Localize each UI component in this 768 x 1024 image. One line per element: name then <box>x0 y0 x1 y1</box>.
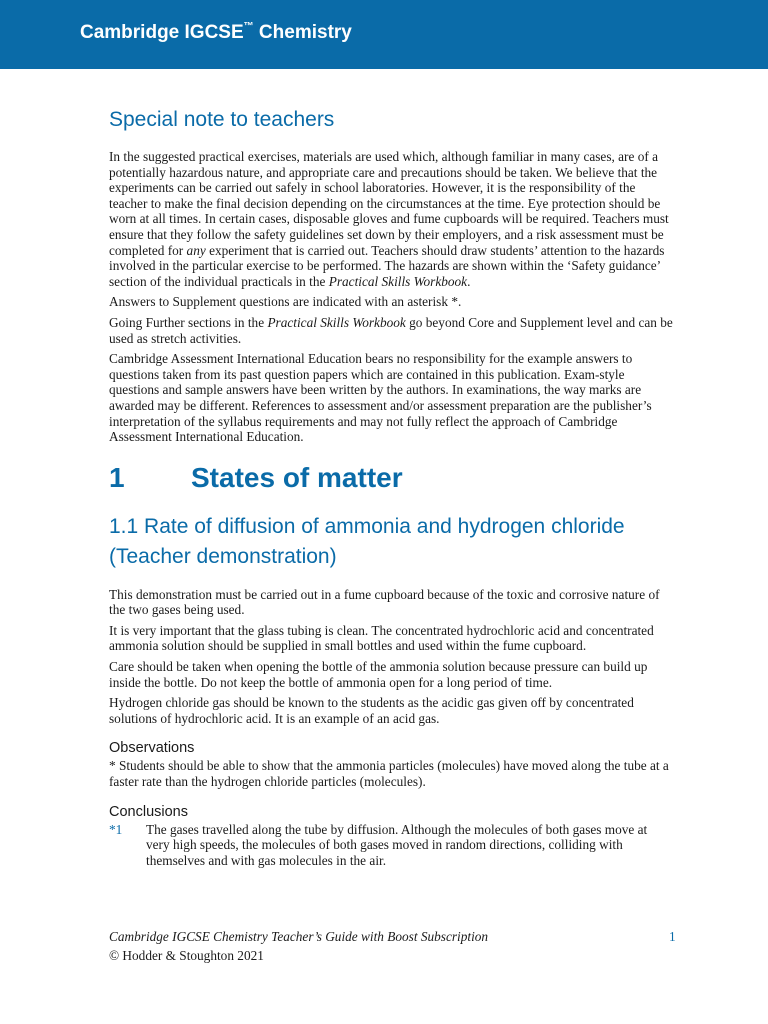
special-note-heading: Special note to teachers <box>109 108 335 131</box>
section-title: 1.1 Rate of diffusion of ammonia and hydrogen chloride (Teacher demonstration) <box>109 514 625 568</box>
section-paragraph-3: Care should be taken when opening the bottle of the ammonia solution because pressure can build up inside the bottle. Do not keep the bottle of ammonia open for a long period of time. <box>109 659 648 690</box>
section-paragraph-2: It is very important that the glass tubing is clean. The concentrated hydrochloric acid and concentrated ammonia solution should be supplied in small bottles and used within the fume cupboard. <box>109 622 654 654</box>
observations-text: * Students should be able to show that the ammonia particles (molecules) have moved along the tube at a faster rate than the hydrogen chloride particles (molecules). <box>109 758 669 790</box>
footer-page-number: 1 <box>669 929 676 944</box>
conclusion-item-1-text: The gases travelled along the tube by diffusion. Although the molecules of both gases move at very high speeds, the molecules of both gases moved in random directions, colliding with themselves and with gas molecules in the air. <box>146 821 648 868</box>
special-note-p1-part-b: experiment that is carried out. Teachers should draw students’ attention to the hazards involved in the particular exercise to be performed. The hazards are shown within the ‘Safety guidance’ section of the individual practicals in the <box>109 242 665 289</box>
special-note-paragraph-1 <box>109 149 674 289</box>
special-note-p1-workbook: Practical Skills Workbook <box>328 273 468 289</box>
footer-book-title: Cambridge IGCSE Chemistry Teacher’s Guide with Boost Subscription <box>109 929 489 944</box>
special-note-p1-any: any <box>186 242 206 258</box>
chapter-number: 1 <box>109 461 125 493</box>
conclusion-item-1 <box>109 822 674 869</box>
special-note-paragraph-3 <box>109 315 674 346</box>
special-note-paragraph-2: Answers to Supplement questions are indicated with an asterisk *. <box>109 294 462 310</box>
trademark-mark: ™ <box>243 20 254 32</box>
header-edge <box>728 0 768 69</box>
chapter-title: States of matter <box>191 461 403 493</box>
conclusion-item-1-label: *1 <box>109 821 123 837</box>
special-note-p3-part-a: Going Further sections in the <box>109 314 268 330</box>
special-note-p1-part-a: In the suggested practical exercises, materials are used which, although familiar in many cases, are of a potentially hazardous nature, and appropriate care and precautions should be taken. We believe that the experiments can be carried out safely in school laboratories. However, it is the responsibility of the teacher to make the final decision depending on the circumstances at the time. Eye protection should be worn at all times. In certain cases, disposable gloves and fume cupboards will be required. Teachers must ensure that they follow the safety guidelines set down by their employers, and a risk assessment must be completed for <box>109 149 669 258</box>
section-paragraph-4: Hydrogen chloride gas should be known to the students as the acidic gas given off by concentrated solutions of hydrochloric acid. It is an example of an acid gas. <box>109 695 634 726</box>
special-note-p1-part-c: . <box>467 273 471 289</box>
section-paragraph-1: This demonstration must be carried out in a fume cupboard because of the toxic and corrosive nature of the two gases being used. <box>109 586 660 618</box>
observations-heading: Observations <box>109 740 195 757</box>
footer-copyright: © Hodder & Stoughton 2021 <box>109 948 264 963</box>
page-content <box>109 108 674 868</box>
header-title-subject: Chemistry <box>253 22 352 43</box>
special-note-p3-part-b: go beyond Core and Supplement level and can be used as stretch activities. <box>109 314 673 346</box>
special-note-p3-workbook: Practical Skills Workbook <box>267 314 406 330</box>
chapter-heading <box>109 462 674 494</box>
header-title <box>80 22 352 44</box>
header-title-brand: Cambridge IGCSE <box>80 22 244 43</box>
conclusions-heading: Conclusions <box>109 803 188 820</box>
special-note-paragraph-4: Cambridge Assessment International Education bears no responsibility for the example answers to questions taken from its past question papers which are contained in this publication. Exam-style questions and sample answers have been written by the authors. In examinations, the way marks are awarded may be different. References to assessment and/or assessment preparation are the publisher’s interpretation of the syllabus requirements and may not fully reflect the approach of Cambridge Assessment International Education. <box>109 351 652 445</box>
